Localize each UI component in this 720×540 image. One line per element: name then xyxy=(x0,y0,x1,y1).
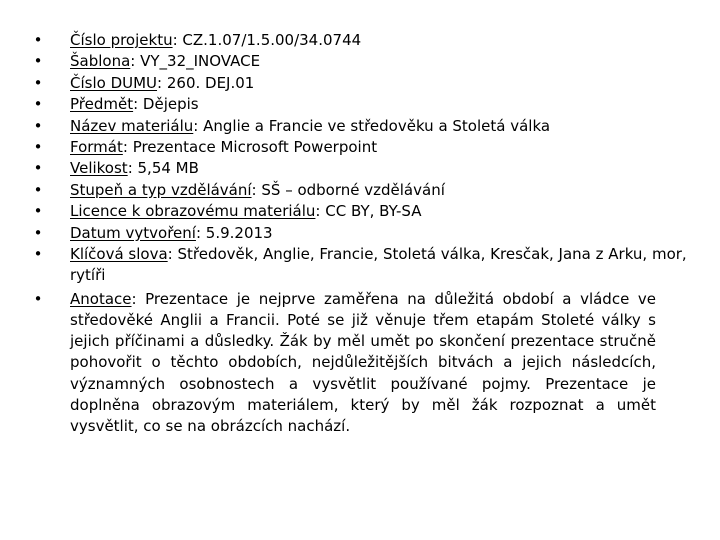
item-separator: : xyxy=(133,95,139,114)
bullet-icon: • xyxy=(33,202,43,221)
list-item-template xyxy=(32,51,692,72)
list-item-subject xyxy=(32,94,692,115)
item-separator: : xyxy=(195,223,202,242)
list-item-material-name xyxy=(32,116,692,137)
list-item-education-level xyxy=(32,180,692,201)
item-label: Stupeň a typ vzdělávání xyxy=(70,180,252,199)
bullet-icon: • xyxy=(33,73,43,92)
bullet-icon: • xyxy=(33,31,43,49)
item-value: Dějepis xyxy=(138,95,199,114)
item-label: Číslo DUMU xyxy=(70,73,158,92)
item-label: Šablona xyxy=(70,52,131,71)
bullet-icon: • xyxy=(33,116,43,135)
item-value: Prezentace Microsoft Powerpoint xyxy=(127,138,378,157)
item-label: Číslo projektu xyxy=(70,31,173,49)
list-item-size xyxy=(32,158,692,179)
item-label: Licence k obrazovému materiálu xyxy=(70,202,316,221)
bullet-icon: • xyxy=(33,289,43,308)
item-value: Anglie a Francie ve středověku a Stoletá válka xyxy=(198,116,551,135)
item-value: SŠ – odborné vzdělávání xyxy=(256,180,445,199)
item-value: 5.9.2013 xyxy=(201,223,273,242)
bullet-icon: • xyxy=(33,52,43,71)
item-label: Datum vytvoření xyxy=(70,223,196,242)
item-separator: : xyxy=(251,180,257,199)
item-separator: : xyxy=(131,289,137,308)
bullet-icon: • xyxy=(33,95,43,114)
list-item-dum-number xyxy=(32,73,692,94)
item-separator: : xyxy=(193,116,199,135)
item-separator: : xyxy=(172,31,178,49)
item-separator: : xyxy=(167,245,173,264)
list-item-keywords xyxy=(32,244,692,287)
bullet-icon: • xyxy=(33,138,43,157)
bullet-icon: • xyxy=(33,180,43,199)
list-item-image-license xyxy=(32,201,692,222)
list-item-creation-date xyxy=(32,223,692,244)
item-value: CC BY, BY-SA xyxy=(320,202,422,221)
item-label: Formát xyxy=(70,138,123,157)
bullet-icon: • xyxy=(33,245,43,264)
item-label: Předmět xyxy=(70,95,134,114)
item-label: Anotace xyxy=(70,289,132,308)
item-value: 5,54 MB xyxy=(132,159,199,178)
item-value: CZ.1.07/1.5.00/34.0744 xyxy=(177,31,362,49)
item-separator: : xyxy=(127,159,133,178)
item-label: Klíčová slova xyxy=(70,245,168,264)
list-item-project-number xyxy=(32,30,692,51)
metadata-list xyxy=(32,30,692,437)
item-separator: : xyxy=(157,73,163,92)
item-value: VY_32_INOVACE xyxy=(135,52,261,71)
item-separator: : xyxy=(130,52,136,71)
item-separator: : xyxy=(315,202,321,221)
list-item-format xyxy=(32,137,692,158)
item-separator: : xyxy=(122,138,128,157)
item-value: Prezentace je nejprve zaměřena na důležitá období a vládce ve středověké Anglii a Francii. Poté se již věnuje třem etapám Stoleté války s jejich příčinami a důsledky. Žák by měl umět po skončení prezentace stručně pohovořit o těchto obdobích, nejdůležitějších bitvách a jejich následcích, významných osobnostech a vysvětlit používané pojmy. Prezentace je doplněna obrazovým materiálem, který by měl žák rozpoznat a umět vysvětlit, co se na obrázcích nachází. xyxy=(70,289,656,436)
list-item-annotation xyxy=(32,289,692,437)
item-value: Středověk, Anglie, Francie, Stoletá válka, Kresčak, Jana z Arku, mor, rytíři xyxy=(70,245,687,285)
bullet-icon: • xyxy=(33,159,43,178)
item-value: 260. DEJ.01 xyxy=(162,73,255,92)
bullet-icon: • xyxy=(33,223,43,242)
item-label: Název materiálu xyxy=(70,116,194,135)
item-label: Velikost xyxy=(70,159,128,178)
